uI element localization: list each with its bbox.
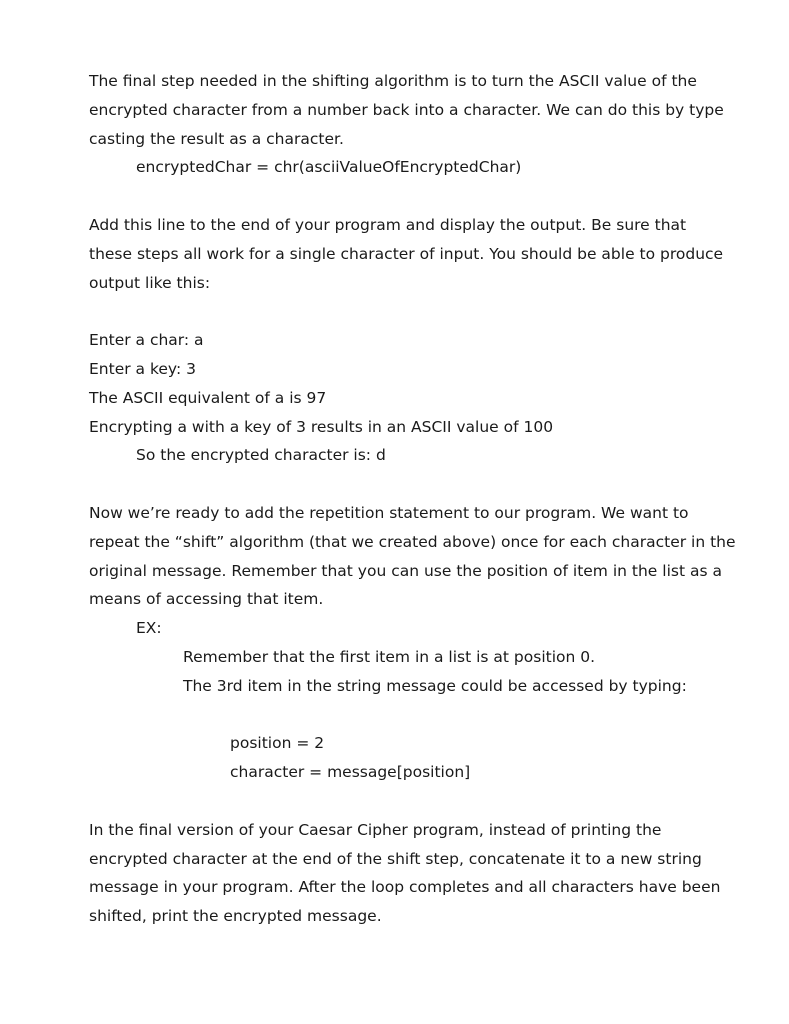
text-line: encrypted character at the end of the shift step, concatenate it to a new string (89, 849, 702, 868)
text-line: output like this: (89, 273, 211, 292)
example-line: Remember that the first item in a list is at position 0. (183, 647, 596, 666)
spacer (89, 182, 759, 211)
text-line: casting the result as a character. (89, 129, 344, 148)
text-line: Add this line to the end of your program and display the output. Be sure that (89, 215, 687, 234)
text-line: The final step needed in the shifting algorithm is to turn the ASCII value of the (89, 72, 697, 90)
text-line: original message. Remember that you can use the position of item in the list as a (89, 561, 722, 580)
code-line: position = 2 (230, 734, 325, 753)
spacer (89, 297, 759, 326)
example-line: The 3rd item in the string message could be accessed by typing: (183, 676, 687, 695)
paragraph-final-version (89, 816, 759, 931)
paragraph-add-line (89, 211, 759, 297)
output-line: Enter a char: a (89, 331, 204, 350)
code-line: character = message[position] (230, 763, 471, 782)
output-line: Enter a key: 3 (89, 359, 196, 378)
text-line: repeat the “shift” algorithm (that we created above) once for each character in the (89, 532, 736, 551)
paragraph-final-step (89, 67, 759, 153)
output-line: Encrypting a with a key of 3 results in an ASCII value of 100 (89, 417, 554, 436)
text-line: message in your program. After the loop completes and all characters have been (89, 878, 721, 897)
document-page (89, 67, 759, 931)
spacer (89, 701, 759, 730)
example-label: EX: (136, 619, 162, 638)
text-line: means of accessing that item. (89, 590, 324, 609)
sample-output (89, 326, 759, 470)
spacer (89, 787, 759, 816)
text-line: these steps all work for a single character of input. You should be able to produce (89, 244, 724, 263)
text-line: encrypted character from a number back into a character. We can do this by type (89, 100, 724, 119)
text-line: In the final version of your Caesar Cipher program, instead of printing the (89, 820, 662, 839)
output-line: So the encrypted character is: d (136, 446, 386, 465)
text-line: shifted, print the encrypted message. (89, 907, 382, 926)
output-line: The ASCII equivalent of a is 97 (89, 388, 327, 407)
text-line: Now we’re ready to add the repetition statement to our program. We want to (89, 503, 689, 522)
code-line-chr: encryptedChar = chr(asciiValueOfEncryptedChar) (136, 158, 522, 177)
paragraph-repetition (89, 499, 759, 614)
spacer (89, 470, 759, 499)
